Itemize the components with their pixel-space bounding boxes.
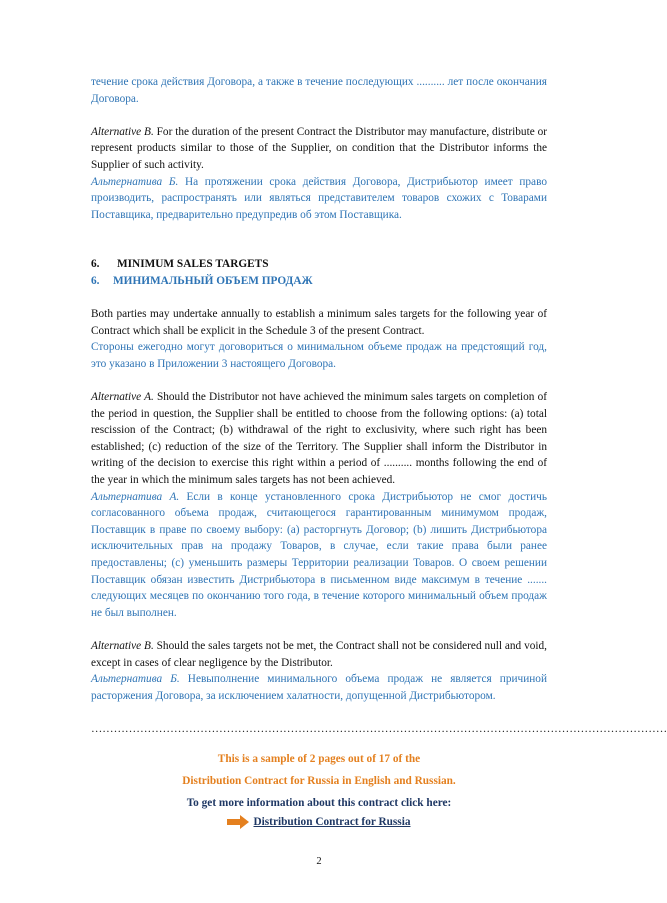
alt-a-en-label: Alternative A.: [91, 391, 154, 404]
section-6-heading-ru: [91, 273, 547, 290]
sample-notice-line-3: To get more information about this contract click here:: [186, 796, 452, 809]
contract-link[interactable]: Distribution Contract for Russia: [253, 815, 411, 828]
sample-notice-line-2: Distribution Contract for Russia in English and Russian.: [182, 774, 456, 787]
section-6-number-en: 6.: [91, 258, 100, 271]
intro-ru: Стороны ежегодно могут договориться о минимальном объеме продаж на предстоящий год, это указано в Приложении 3 настоящего Договора.: [91, 341, 547, 370]
section-6-heading-en: [91, 256, 547, 273]
section-6-title-ru: МИНИМАЛЬНЫЙ ОБЪЕМ ПРОДАЖ: [113, 274, 313, 287]
alt-a-ru-text: Если в конце установленного срока Дистрибьютор не смог достичь согласованного объема продаж, считающегося гарантированным минимумом продаж, Поставщик в праве по своему выбору: (а) расторгнуть Договор; (b) лишить Дистрибьютора исключительных прав на продажу Товаров, в случае, если такие права были ранее предоставлены; (с) уменьшить размеры Территории реализации Товаров. О своем решении Поставщик обязан известить Дистрибьютора в письменном виде максимум в течение ....... следующих месяцев по окончанию того года, в течение которого минимальный объем продаж не был выполнен.: [91, 490, 547, 619]
alt-b-1-en-label: Alternative B.: [91, 125, 154, 138]
section-6-title-en: MINIMUM SALES TARGETS: [117, 258, 269, 271]
page-number: 2: [316, 856, 322, 867]
alt-b-1-ru-text: На протяжении срока действия Договора, Дистрибьютор имеет право производить, распространять или являться представителем товаров схожих с Товарами Поставщика, предварительно предупредив об этом Поставщика.: [91, 175, 547, 221]
continuation-ru: течение срока действия Договора, а также в течение последующих .......... лет после окончания Договора.: [91, 76, 547, 105]
alt-b-2-en-text: Should the sales targets not be met, the Contract shall not be considered null and void, except in cases of clear negligence by the Distributor.: [91, 640, 547, 669]
alt-b-2-en: [91, 638, 547, 671]
right-arrow-icon: [227, 815, 249, 829]
alt-b-2-ru-text: Невыполнение минимального объема продаж не является причиной расторжения Договора, за исключением халатности, допущенной Дистрибьютором.: [91, 673, 547, 702]
sample-notice-line-1: This is a sample of 2 pages out of 17 of the: [217, 752, 421, 765]
alt-b-2-en-label: Alternative B.: [91, 640, 154, 652]
alt-a-ru-label: Альтернатива А.: [91, 490, 180, 503]
section-6-number-ru: 6.: [91, 274, 100, 287]
dotted-separator: ………………………………………………………………………………………………………………………………………: [91, 722, 667, 735]
alt-a-en: [91, 389, 547, 489]
contract-link-row: [91, 815, 547, 829]
intro-en: Both parties may undertake annually to establish a minimum sales targets for the following year of Contract which shall be explicit in the Schedule 3 of the present Contract.: [91, 308, 547, 337]
alt-b-2-ru-label: Альтернатива Б.: [91, 673, 180, 686]
alt-b-2-ru: [91, 671, 547, 704]
alt-b-1-en-text: For the duration of the present Contract the Distributor may manufacture, distribute or represent products similar to those of the Supplier, on condition that the Distributor informs the Supplier of such activity.: [91, 125, 547, 171]
page-content: [91, 74, 667, 829]
alt-a-ru: [91, 489, 547, 622]
alt-b-1-en: [91, 124, 547, 174]
alt-a-en-text: Should the Distributor not have achieved the minimum sales targets on completion of the period in question, the Supplier shall be entitled to choose from the following options: (a) total rescission of the Contract; (b) withdrawal of the right to exclusivity, where such right has been established; (c) reduction of the size of the Territory. The Supplier shall inform the Distributor in writing of the decision to exercise this right within a period of .......... months following the end of the year in which the minimum sales targets has not been achieved.: [91, 391, 547, 487]
alt-b-1-ru: [91, 174, 547, 224]
alt-b-1-ru-label: Альтернатива Б.: [91, 175, 179, 188]
